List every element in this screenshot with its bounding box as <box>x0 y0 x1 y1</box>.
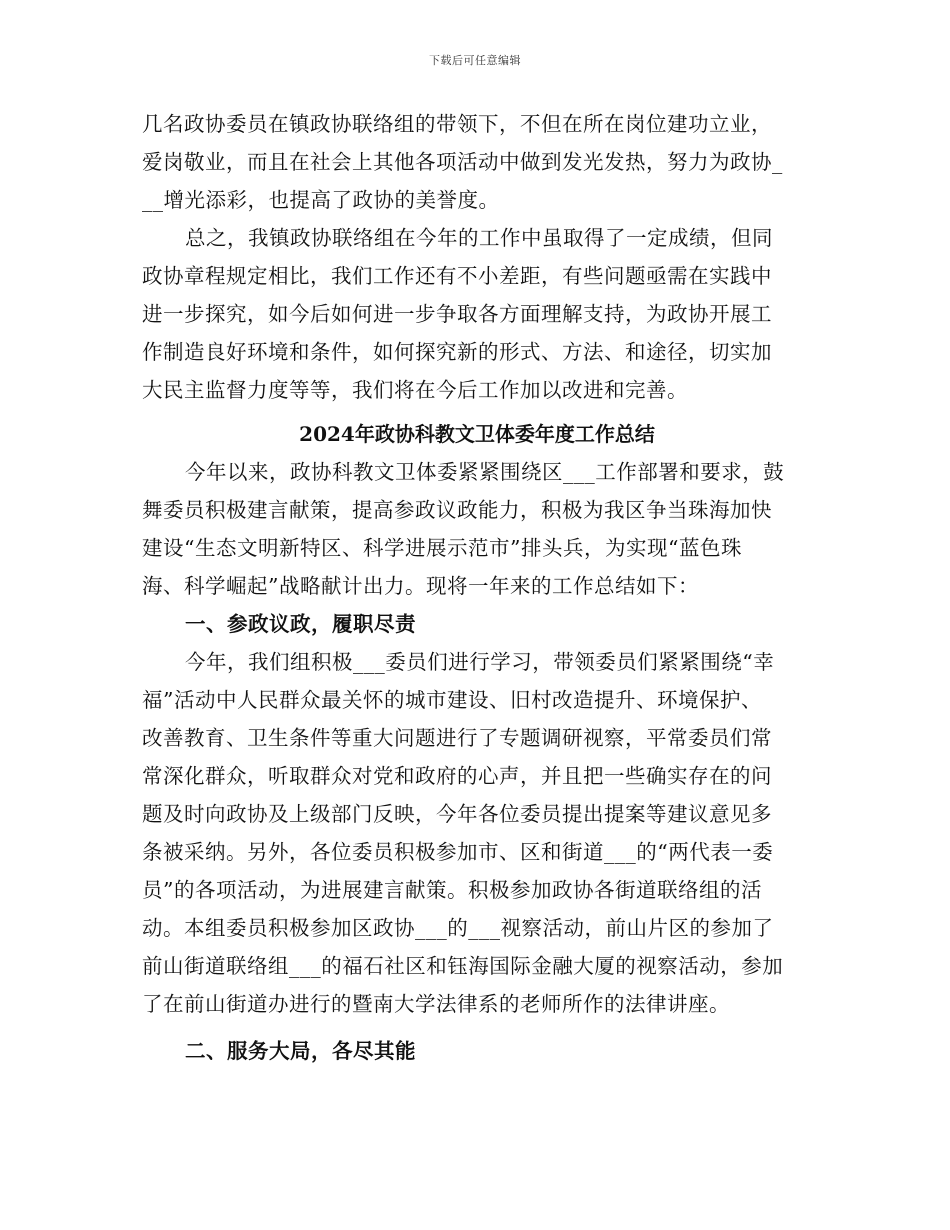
paragraph-line: 动。本组委员积极参加区政协___的___视察活动，前山片区的参加了 <box>142 916 774 940</box>
paragraph-line: 建设“生态文明新特区、科学进展示范市”排头兵，为实现“蓝色珠 <box>142 536 742 560</box>
paragraph-line: 常深化群众，听取群众对党和政府的心声，并且把一些确实存在的问 <box>142 764 772 788</box>
paragraph-line: 海、科学崛起”战略献计出力。现将一年来的工作总结如下： <box>142 574 699 598</box>
paragraph-line: 改善教育、卫生条件等重大问题进行了专题调研视察，平常委员们常 <box>142 726 772 750</box>
paragraph-line: 了在前山街道办进行的暨南大学法律系的老师所作的法律讲座。 <box>142 992 730 1016</box>
paragraph-line: 总之，我镇政协联络组在今年的工作中虽取得了一定成绩，但同 <box>185 226 773 250</box>
paragraph-line: 前山街道联络组___的福石社区和钰海国际金融大厦的视察活动，参加 <box>142 954 784 978</box>
paragraph-line: 福”活动中人民群众最关怀的城市建设、旧村改造提升、环境保护、 <box>142 688 762 712</box>
paragraph-line: 员”的各项活动，为进展建言献策。积极参加政协各街道联络组的活 <box>142 878 762 902</box>
paragraph-line: 几名政协委员在镇政协联络组的带领下，不但在所在岗位建功立业， <box>142 112 772 136</box>
paragraph-line: 作制造良好环境和条件，如何探究新的形式、方法、和途径，切实加 <box>142 340 772 364</box>
paragraph-line: 进一步探究，如今后如何进一步争取各方面理解支持，为政协开展工 <box>142 302 772 326</box>
paragraph-line: 题及时向政协及上级部门反映，今年各位委员提出提案等建议意见多 <box>142 802 772 826</box>
section-heading: 一、参政议政，履职尽责 <box>185 612 416 636</box>
paragraph-line: 条被采纳。另外，各位委员积极参加市、区和街道___的“两代表一委 <box>142 840 774 864</box>
paragraph-line: 舞委员积极建言献策，提高参政议政能力，积极为我区争当珠海加快 <box>142 498 772 522</box>
page-header: 下载后可任意编辑 <box>429 54 521 67</box>
document-body <box>142 105 812 1070</box>
paragraph-line: __增光添彩，也提高了政协的美誉度。 <box>142 188 500 212</box>
section-heading: 二、服务大局，各尽其能 <box>185 1039 416 1063</box>
paragraph-line: 今年，我们组积极___委员们进行学习，带领委员们紧紧围绕“幸 <box>185 650 775 674</box>
document-title: 2024年政协科教文卫体委年度工作总结 <box>299 422 655 446</box>
paragraph-line: 大民主监督力度等等，我们将在今后工作加以改进和完善。 <box>142 378 688 402</box>
paragraph-line: 政协章程规定相比，我们工作还有不小差距，有些问题亟需在实践中 <box>142 264 772 288</box>
paragraph-line: 爱岗敬业，而且在社会上其他各项活动中做到发光发热，努力为政协_ <box>142 150 783 174</box>
paragraph-line: 今年以来，政协科教文卫体委紧紧围绕区___工作部署和要求，鼓 <box>185 460 785 484</box>
